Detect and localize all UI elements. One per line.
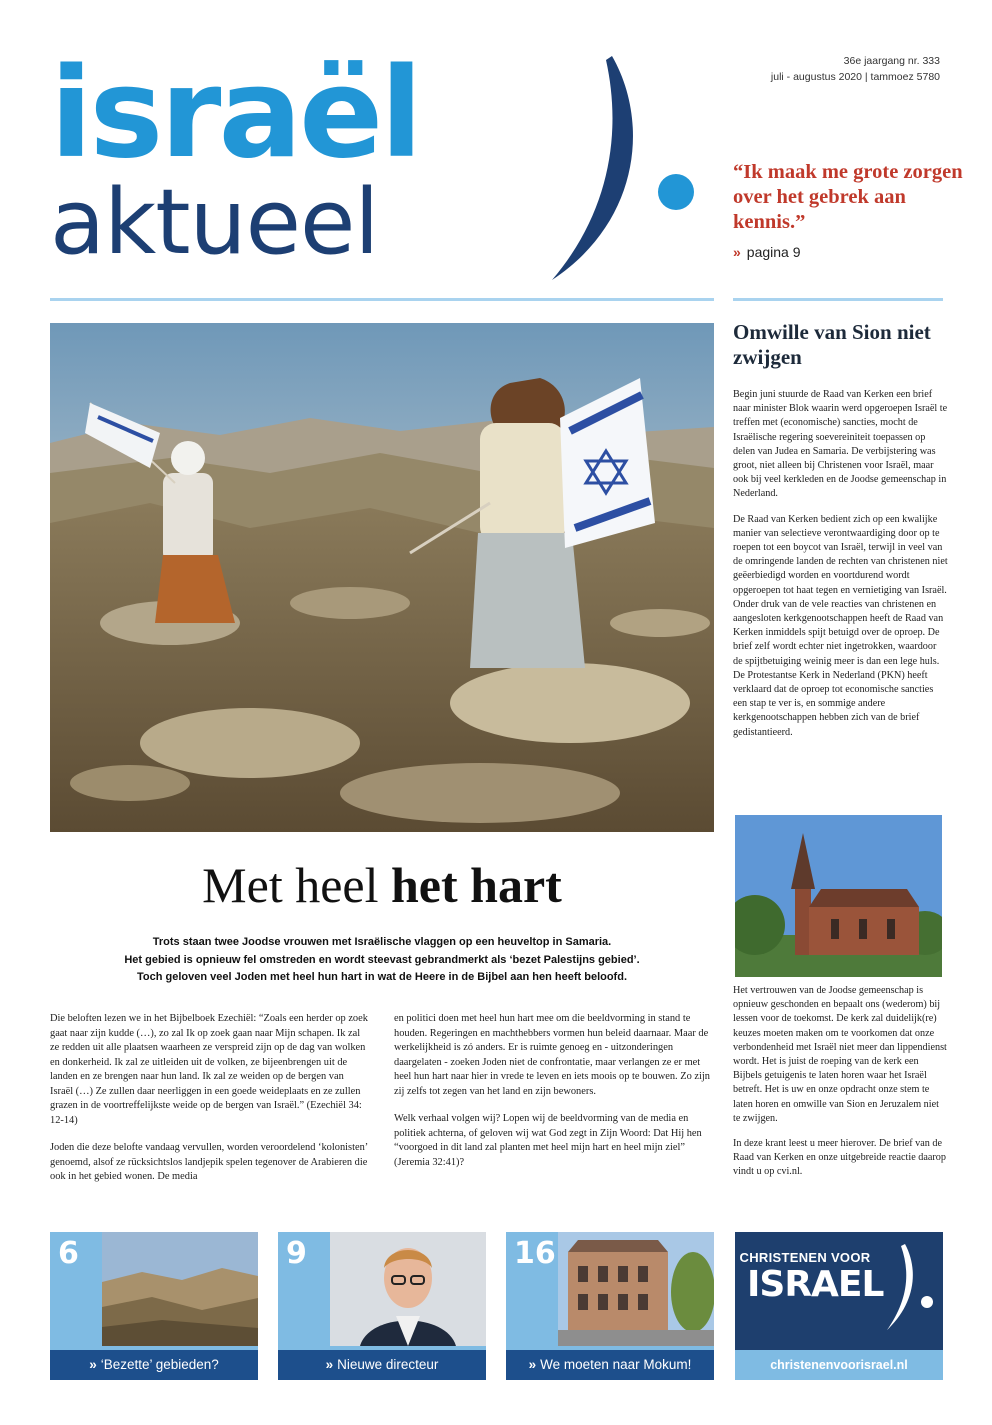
teaser-image-portrait <box>330 1232 486 1346</box>
teaser-label: Nieuwe directeur <box>337 1357 439 1372</box>
chevron-right-icon: » <box>325 1357 334 1372</box>
page-ref-label: pagina 9 <box>746 244 801 260</box>
paragraph: Het vertrouwen van de Joodse gemeenschap is opnieuw geschonden en bepaalt ons (wederom) bij lessen voor de toekomst. De kerk zal duidelijk(re) keuzes moeten maken om te voorkomen dat onze verbondenheid met Israël niet meer dan lippendienst wordt. Het is juist de roeping van de kerk een Bijbels getuigenis te laten horen waar het Israël betreft. Het is uw en onze opdracht onze stem te laten horen en omwille van Sion en Jeruzalem niet te zwijgen. <box>733 985 947 1124</box>
lead-line: Toch geloven veel Joden met heel hun hart in wat de Heere in de Bijbel aan hen heeft beloofd. <box>137 971 627 983</box>
issue-info <box>771 53 940 85</box>
paragraph: Welk verhaal volgen wij? Lopen wij de beeldvorming van de media en politiek achterna, of geloven wij wat God zegt in Zijn Woord: Dat Hij hen “voorgoed in dit land zal planten met heel mijn hart en heel mijn ziel” (Jeremia 32:41)? <box>394 1113 702 1168</box>
teaser-page-9[interactable] <box>278 1232 486 1380</box>
article-column-2 <box>394 1012 712 1183</box>
side-article-body-continued <box>733 984 948 1191</box>
teaser-number: 6 <box>58 1236 79 1271</box>
teaser-image-building <box>558 1232 714 1346</box>
promo-christenen-voor-israel[interactable] <box>735 1232 943 1380</box>
side-article-title: Omwille van Sion niet zwijgen <box>733 320 931 369</box>
masthead-title-aktueel: aktueel <box>50 170 379 275</box>
masthead-title-israel: israël <box>50 42 420 186</box>
paragraph: In deze krant leest u meer hierover. De brief van de Raad van Kerken en onze uitgebreide reactie daarop vindt u op cvi.nl. <box>733 1138 946 1178</box>
lead-line: Het gebied is opnieuw fel omstreden en wordt steevast gebrandmerkt als ‘bezet Palestijns gebied’. <box>124 953 640 966</box>
teaser-label: ‘Bezette’ gebieden? <box>100 1357 219 1372</box>
pull-quote: “Ik maak me grote zorgen over het gebrek aan kennis.” <box>733 161 963 233</box>
headline-regular: Met heel <box>202 857 391 913</box>
divider <box>733 298 943 301</box>
paragraph: De Raad van Kerken bedient zich op een kwalijke manier van selectieve verontwaardiging door op te roepen tot een boycot van Israël, terwijl in veel van de omringende landen de rechten van christenen niet geëerbiedigd worden en voortdurend wordt opgeroepen tot haat tegen en vernietiging van Israël. Onder druk van de vele reacties van christenen en aangesloten kerkgenootschappen heeft de Raad van Kerken inmiddels spijt betuigd over de oproep. De brief zelf wordt echter niet ingetrokken, waardoor de spijtbetuiging weinig meer is dan een lege huls. De Protestantse Kerk in Nederland (PKN) heeft verklaard dat de oproep tot economische sancties een stap te ver is, en sommige andere kerkgenootschappen hebben zich van de brief gedistantieerd. <box>733 513 948 738</box>
teaser-number: 9 <box>286 1236 307 1271</box>
main-photo-women-with-flags <box>50 323 714 832</box>
issue-date: juli - augustus 2020 | tammoez 5780 <box>770 71 940 83</box>
chevron-right-icon: » <box>733 244 741 260</box>
divider <box>50 298 714 301</box>
article-column-1 <box>50 1012 368 1198</box>
chevron-right-icon: » <box>89 1357 97 1372</box>
promo-url-link[interactable]: christenenvoorisrael.nl <box>735 1350 943 1380</box>
teaser-image-landscape <box>102 1232 258 1346</box>
teaser-bar <box>506 1350 714 1380</box>
logo-slash-dot-icon <box>540 52 700 284</box>
pull-quote-page-ref[interactable] <box>733 244 801 260</box>
paragraph: Die beloften lezen we in het Bijbelboek Ezechiël: “Zoals een herder op zoek gaat naar zijn kudde (…), zo zal Ik op zoek gaan naar Mijn schapen. Ik zal ze redden uit alle plaatsen waarheen ze verspreid zijn op de dag van wolken en donkerheid. Ik zal ze uitleiden uit de volken, ze bijeenbrengen uit de landen en ze brengen naar hun land. Ik zal ze weiden op de bergen van Israël (…) Ze zullen daar neerliggen in een goede weideplaats en ze zullen grazen in de voortreffelijkste weide op de bergen van Israël.” (Ezechiël 34: 12-14) <box>50 1013 368 1126</box>
church-photo <box>735 815 942 977</box>
teaser-page-6[interactable] <box>50 1232 258 1380</box>
promo-line2: ISRAEL <box>747 1264 884 1305</box>
side-article-body <box>733 388 948 751</box>
headline-bold: het hart <box>391 857 562 913</box>
paragraph: Joden die deze belofte vandaag vervullen, worden veroordelend ‘kolonisten’ genoemd, alsof ze rücksichtslos landjepik spelen tegenover de Arabieren die ook in het gebied wonen. De media <box>50 1142 368 1182</box>
teaser-bar <box>50 1350 258 1380</box>
teaser-label: We moeten naar Mokum! <box>540 1357 692 1372</box>
teaser-page-16[interactable] <box>506 1232 714 1380</box>
promo-line1: CHRISTENEN VOOR <box>739 1250 871 1265</box>
lead-line: Trots staan twee Joodse vrouwen met Israëlische vlaggen op een heuveltop in Samaria. <box>152 936 612 948</box>
issue-volume: 36e jaargang nr. 333 <box>843 55 940 67</box>
logo-slash-dot-icon <box>885 1242 935 1332</box>
paragraph: en politici doen met heel hun hart mee om die beeldvorming in stand te houden. Regeringen en machthebbers vormen hun beleid daarnaar. Maar de werkelijkheid is zó anders. Er is ruimte genoeg en - uitzonderingen daargelaten - zoeken Joden niet de confrontatie, maar verlangen ze er met heel hun hart naar hier in vrede te leven en iets moois op te bouwen. Zo zijn zij zelfs tot zegen van het land en zijn bewoners. <box>394 1013 710 1097</box>
paragraph: Begin juni stuurde de Raad van Kerken een brief naar minister Blok waarin werd opgeroepen Israël te treffen met (economische) sancties, mocht de Israëlische regering soevereiniteit toepassen op delen van Judea en Samaria. De verbijstering was groot, niet alleen bij Christenen voor Israël, maar ook bij veel kerkleden en de Joodse gemeenschap in Nederland. <box>733 389 948 500</box>
teaser-bar <box>278 1350 486 1380</box>
main-headline <box>50 854 714 916</box>
teaser-number: 16 <box>514 1236 556 1271</box>
lead-paragraph <box>50 934 714 987</box>
chevron-right-icon: » <box>528 1357 537 1372</box>
